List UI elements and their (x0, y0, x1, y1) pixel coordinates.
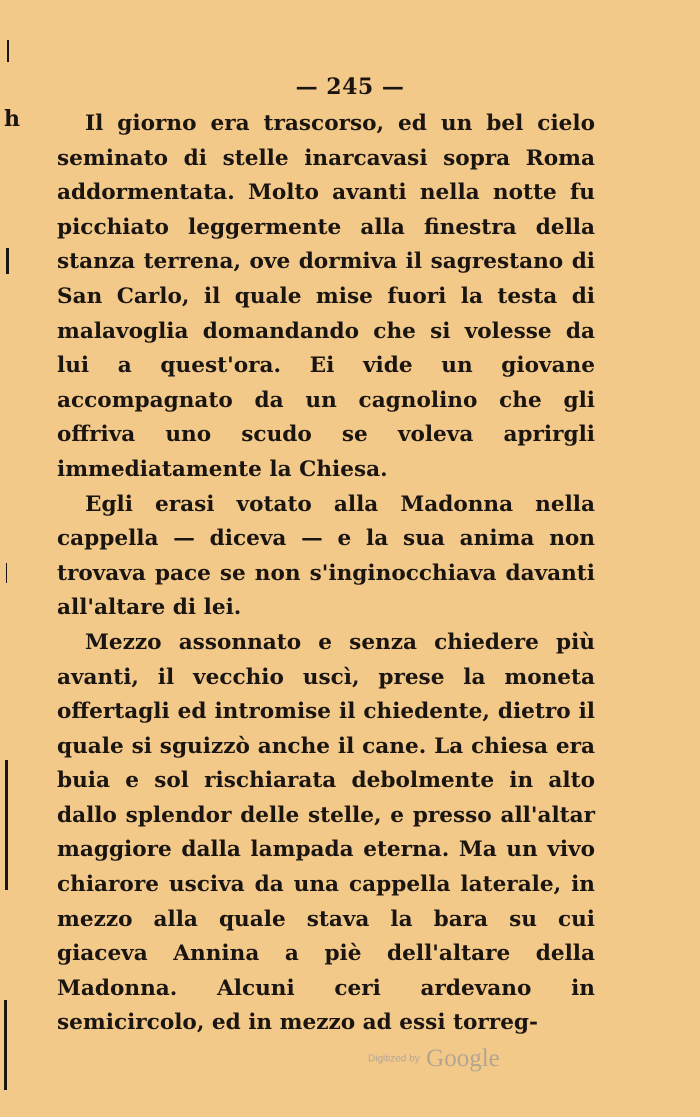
paragraph-2: Egli erasi votato alla Madonna nella cappella — diceva — e la sua anima non trovava pace se non s'inginocchiava davanti all'altare di lei. (57, 491, 595, 621)
google-watermark (368, 1045, 500, 1073)
paragraph-1: Il giorno era trascorso, ed un bel cielo seminato di stelle inarcavasi sopra Roma addormentata. Molto avanti nella notte fu picchiato leggermente alla finestra della stanza terrena, ove dormiva il sagrestano di San Carlo, il quale mise fuori la testa di malavoglia domandando che si volesse da lui a quest'ora. Ei vide un giovane accompagnato da un cagnolino che gli offriva uno scudo se voleva aprirgli immediatamente la Chiesa. (57, 111, 595, 482)
scan-mark (4, 1000, 7, 1090)
body-text (57, 107, 595, 1041)
scan-mark (5, 760, 8, 890)
scan-mark (6, 563, 7, 583)
margin-glyph: h (4, 106, 20, 132)
page-number: — 245 — (295, 74, 405, 100)
scan-mark (7, 40, 9, 62)
scan-mark (6, 248, 9, 274)
watermark-prefix: Digitized by (368, 1053, 420, 1065)
paragraph-3: Mezzo assonnato e senza chiedere più avanti, il vecchio uscì, prese la moneta offertagli ed intromise il chiedente, dietro il quale si sguizzò anche il cane. La chiesa era buia e sol rischiarata debolmente in alto dallo splendor delle stelle, e presso all'altar maggiore dalla lampada eterna. Ma un vivo chiarore usciva da una cappella laterale, in mezzo alla quale stava la bara su cui giaceva Annina a piè dell'altare della Madonna. Alcuni ceri ardevano in semicircolo, ed in mezzo ad essi torreg- (57, 629, 595, 1036)
watermark-brand: Google (426, 1045, 500, 1072)
